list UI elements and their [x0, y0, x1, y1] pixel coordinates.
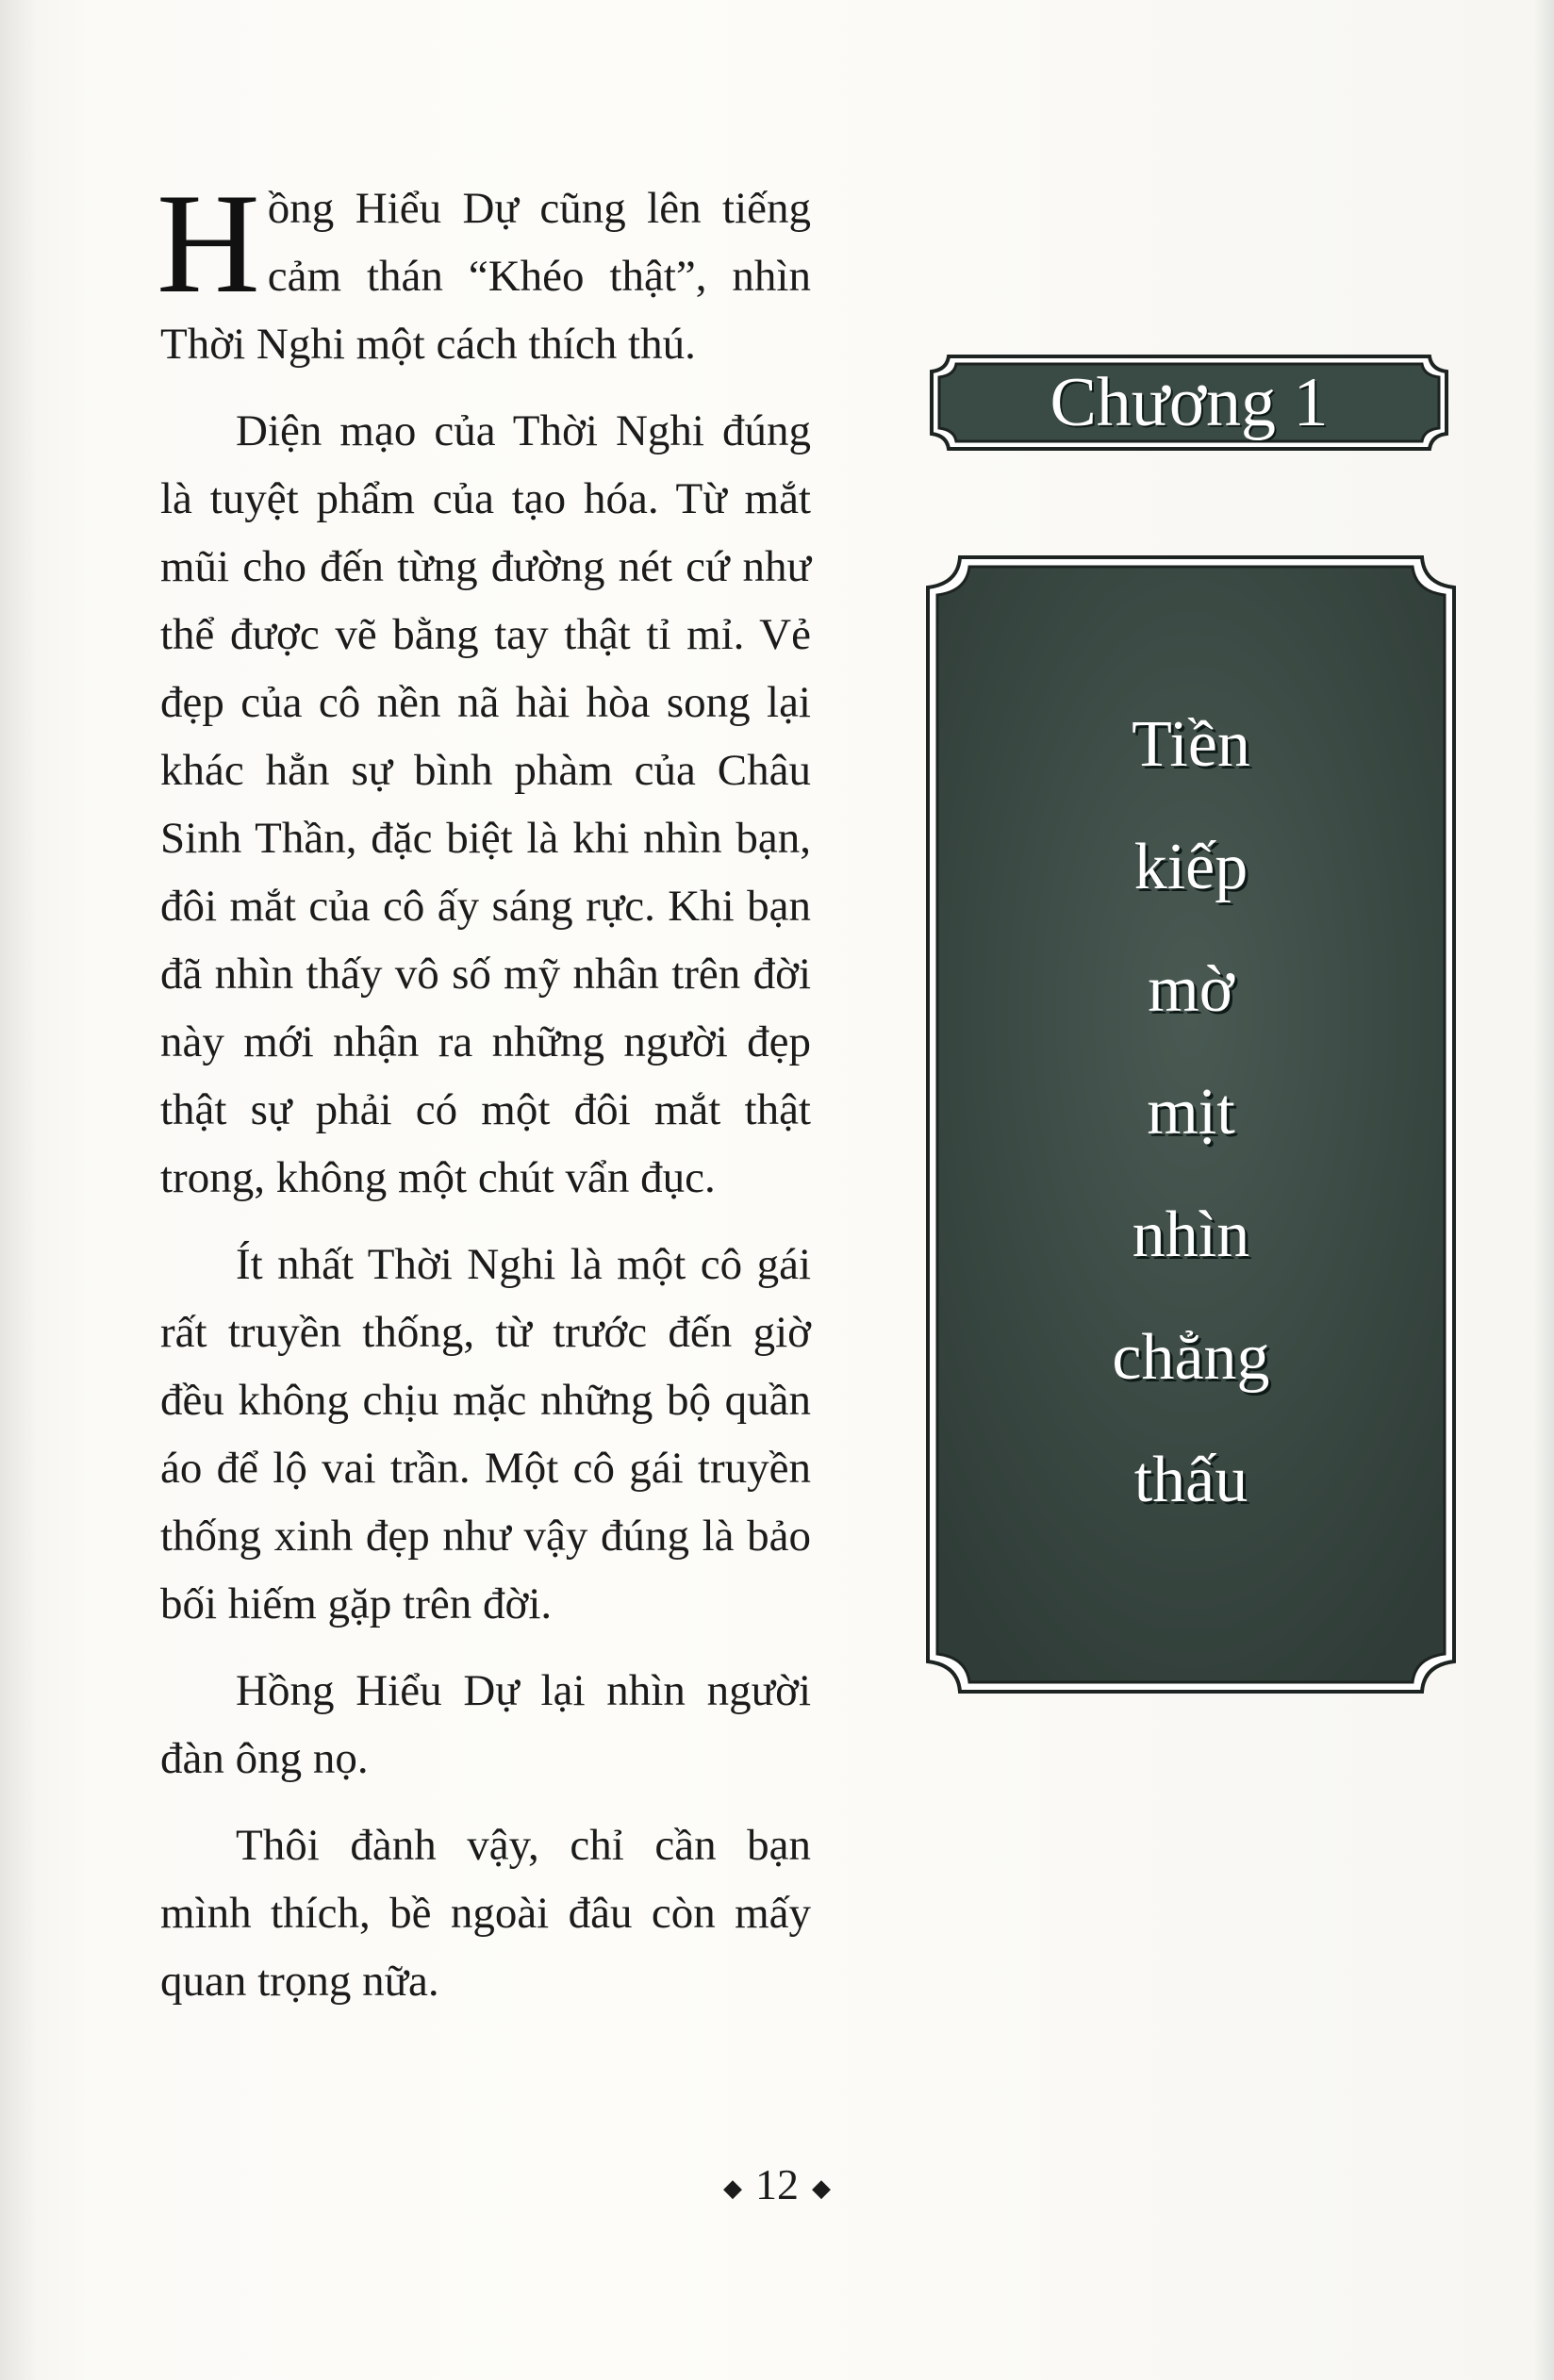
drop-cap: H — [157, 164, 260, 322]
chapter-title-line: Tiền — [1132, 708, 1250, 781]
page-number — [0, 2159, 1554, 2209]
chapter-title-line: mờ — [1148, 953, 1234, 1026]
chapter-title-line: mịt — [1147, 1076, 1235, 1149]
chapter-title — [922, 684, 1460, 1542]
diamond-ornament-icon: ◆ — [812, 2174, 831, 2203]
body-text — [157, 164, 811, 2034]
chapter-title-line: chẳng — [1112, 1321, 1270, 1394]
paragraph-3: Ít nhất Thời Nghi là một cô gái rất truyền thống, từ trước đến giờ đều không chịu mặc những bộ quần áo để lộ vai trần. Một cô gái truyền thống xinh đẹp như vậy đúng là bảo bối hiếm gặp trên đời. — [160, 1240, 811, 1628]
paragraph-5: Thôi đành vậy, chỉ cần bạn mình thích, bề ngoài đâu còn mấy quan trọng nữa. — [160, 1821, 811, 2006]
chapter-title-panel — [922, 552, 1460, 1697]
page-number-value: 12 — [755, 2160, 799, 2208]
chapter-title-line: nhìn — [1132, 1198, 1250, 1271]
chapter-title-line: kiếp — [1133, 831, 1248, 903]
paragraph-1-text: ồng Hiểu Dự cũng lên tiếng cảm thán “Khéo thật”, nhìn Thời Nghi một cách thích thú. — [160, 184, 811, 369]
chapter-label-banner — [926, 351, 1452, 455]
diamond-ornament-icon: ◆ — [723, 2174, 742, 2203]
paragraph-1 — [157, 164, 811, 378]
page-edge — [1533, 0, 1554, 2380]
gutter-shadow — [0, 0, 38, 2380]
paragraph-4: Hồng Hiểu Dự lại nhìn người đàn ông nọ. — [160, 1666, 811, 1783]
paragraph-2: Diện mạo của Thời Nghi đúng là tuyệt phẩm của tạo hóa. Từ mắt mũi cho đến từng đường nét cứ như thể được vẽ bằng tay thật tỉ mỉ. Vẻ đẹp của cô nền nã hài hòa song lại khác hẳn sự bình phàm của Châu Sinh Thần, đặc biệt là khi nhìn bạn, đôi mắt của cô ấy sáng rực. Khi bạn đã nhìn thấy vô số mỹ nhân trên đời này mới nhận ra những người đẹp thật sự phải có một đôi mắt thật trong, không một chút vẩn đục. — [160, 406, 811, 1202]
chapter-label: Chương 1 — [1050, 364, 1329, 441]
chapter-title-line: thấu — [1133, 1444, 1248, 1516]
